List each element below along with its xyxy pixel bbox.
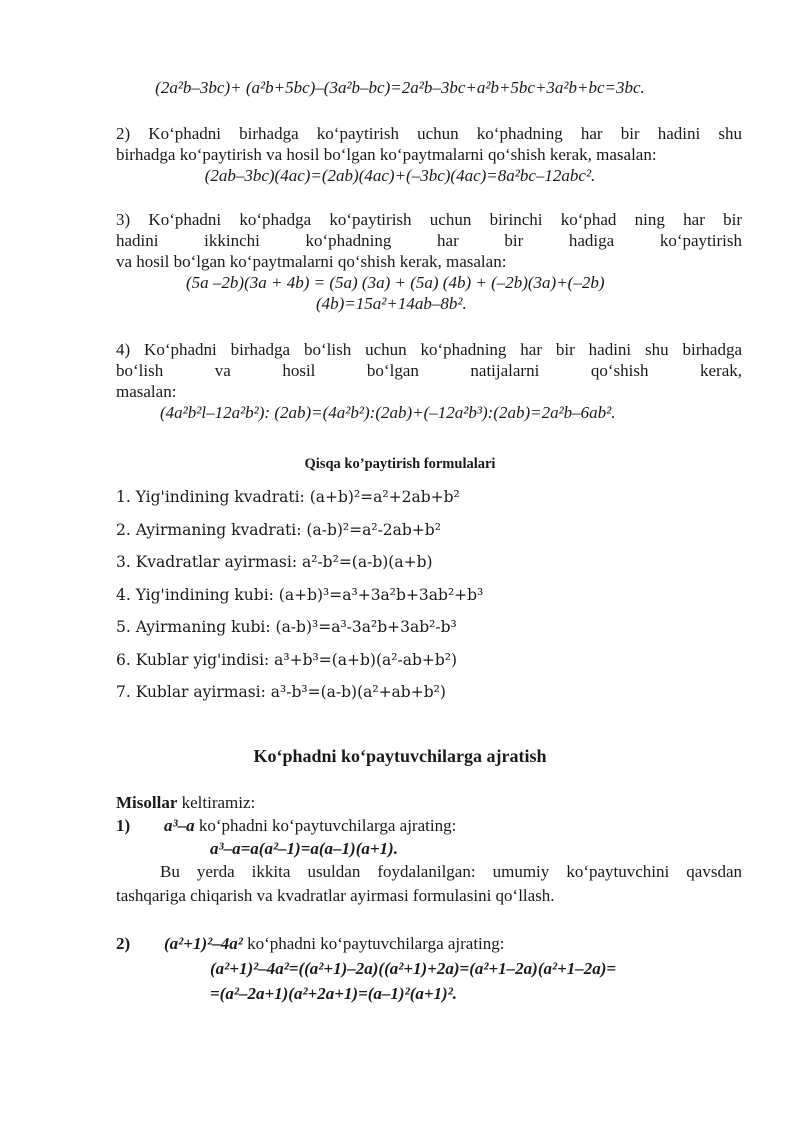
example1-expression: a³–a [164,816,195,835]
example1-task [164,816,456,836]
formula-item: 3. Kvadratlar ayirmasi: a²-b²=(a-b)(a+b) [116,553,433,571]
formula-item: 1. Yig'indining kvadrati: (a+b)²=a²+2ab+b² [116,488,460,506]
formula-item: 6. Kublar yig'indisi: a³+b³=(a+b)(a²-ab+b²) [116,651,458,669]
rule2-example: (2ab–3bc)(4ac)=(2ab)(4ac)+(–3bc)(4ac)=8a²bc–12abc². [204,166,596,185]
example1-instruction: ko‘phadni ko‘paytuvchilarga ajrating: [194,816,457,835]
rule3-line2: hadini ikkinchi ko‘phadning har bir hadiga ko‘paytirish [116,231,742,250]
rule4-line3: masalan: [116,382,177,401]
example1-note-line2: tashqariga chiqarish va kvadratlar ayirmasi formulasini qo‘llash. [116,886,555,905]
formula-item: 4. Yig'indining kubi: (a+b)³=a³+3a²b+3ab²+b³ [116,586,484,604]
examples-intro-rest: keltiramiz: [177,793,256,812]
rule4-line2: bo‘lish va hosil bo‘lgan natijalarni qo‘shish kerak, [116,361,742,380]
example1-number: 1) [116,816,131,835]
example2-number: 2) [116,934,131,953]
rule3-example1: (5a –2b)(3a + 4b) = (5a) (3a) + (5a) (4b) + (–2b)(3a)+(–2b) [186,273,605,292]
formula-item: 2. Ayirmaning kvadrati: (a-b)²=a²-2ab+b² [116,521,441,539]
examples-intro [116,793,255,813]
example1-note-line1: Bu yerda ikkita usuldan foydalanilgan: umumiy ko‘paytuvchini qavsdan [160,862,742,881]
rule2-line2: birhadga ko‘paytirish va hosil bo‘lgan ko‘paytmalarni qo‘shish kerak, masalan: [116,145,657,164]
example2-instruction: ko‘phadni ko‘paytuvchilarga ajrating: [242,934,505,953]
rule3-example2: (4b)=15a²+14ab–8b². [316,294,467,313]
example1-solution: a³–a=a(a²–1)=a(a–1)(a+1). [210,839,398,858]
rule3-line1: 3) Ko‘phadni ko‘phadga ko‘paytirish uchun birinchi ko‘phad ning har bir [116,210,742,229]
example2-expression: (a²+1)²–4a² [164,934,243,953]
example2-solution-line2: =(a²–2a+1)(a²+2a+1)=(a–1)²(a+1)². [210,984,458,1003]
formula-item: 5. Ayirmaning kubi: (a-b)³=a³-3a²b+3ab²-b³ [116,618,457,636]
rule4-example: (4a²b²l–12a²b²): (2ab)=(4a²b²):(2ab)+(–12a²b³):(2ab)=2a²b–6ab². [160,403,616,422]
formula-item: 7. Kublar ayirmasi: a³-b³=(a-b)(a²+ab+b²) [116,683,446,701]
rule4-line1: 4) Ko‘phadni birhadga bo‘lish uchun ko‘phadning har bir hadini shu birhadga [116,340,742,359]
example2-solution-line1: (a²+1)²–4a²=((a²+1)–2a)((a²+1)+2a)=(a²+1–2a)(a²+1–2a)= [210,959,617,978]
rule2-line1: 2) Ko‘phadni birhadga ko‘paytirish uchun ko‘phadning har bir hadini shu [116,124,742,143]
examples-intro-bold: Misollar [116,793,178,812]
formulas-title: Qisqa ko’paytirish formulalari [304,456,496,472]
equation-top: (2a²b–3bc)+ (a²b+5bc)–(3a²b–bc)=2a²b–3bc+a²b+5bc+3a²b+bc=3bc. [155,78,645,97]
example2-task [164,934,505,954]
rule3-line3: va hosil bo‘lgan ko‘paytmalarni qo‘shish kerak, masalan: [116,252,507,271]
section-title: Ko‘phadni ko‘paytuvchilarga ajratish [253,746,547,766]
